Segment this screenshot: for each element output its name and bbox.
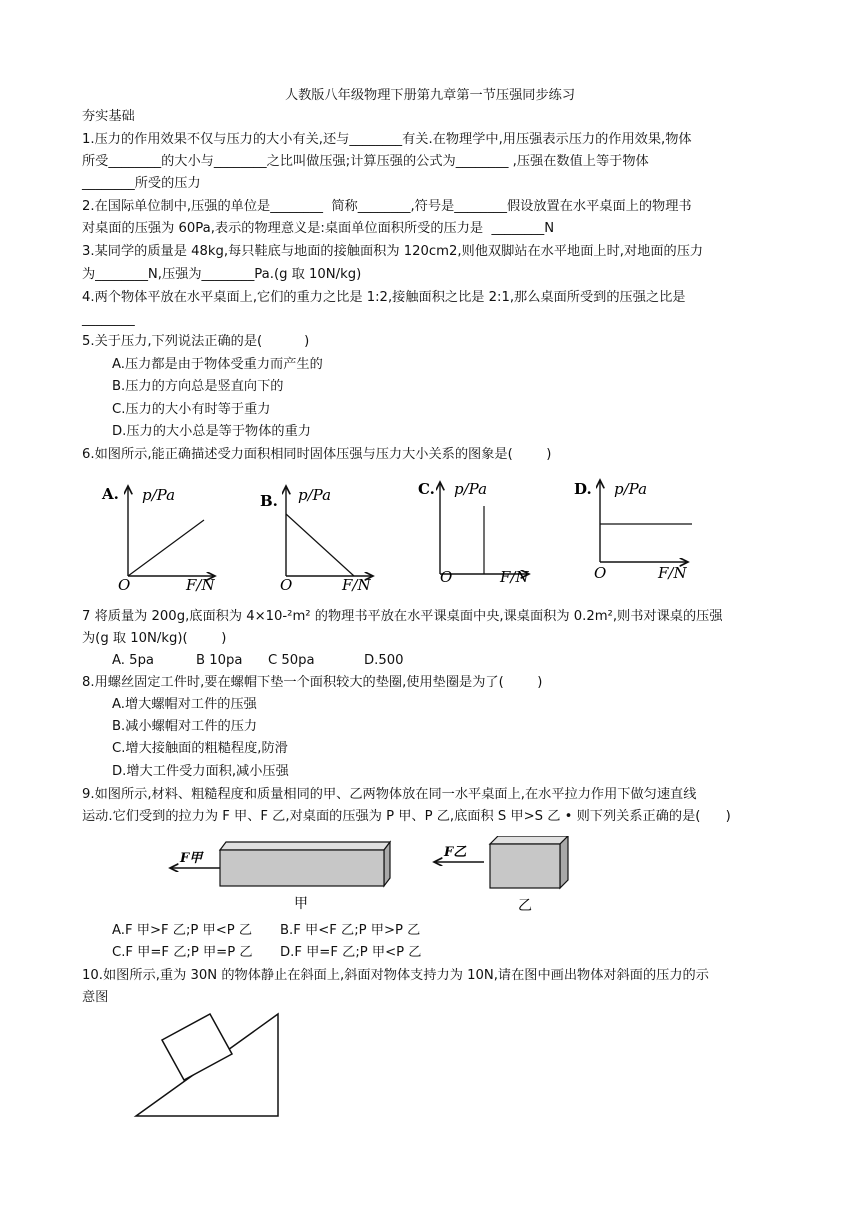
q7-line-2: 为(g 取 10N/kg)( ): [82, 631, 227, 646]
q1-line-2: 所受________的大小与________之比叫做压强;计算压强的公式为________ ,压强在数值上等于物体: [82, 154, 649, 169]
q3-line-1: 3.某同学的质量是 48kg,每只鞋底与地面的接触面积为 120cm2,则他双脚站在水平地面上时,对地面的压力: [82, 244, 704, 259]
q9-line-1: 9.如图所示,材料、粗糙程度和质量相同的甲、乙两物体放在同一水平桌面上,在水平拉力作用下做匀速直线: [82, 787, 697, 802]
q6-graph-d-xlabel: F/N: [658, 564, 687, 582]
force-yi-label: F乙: [444, 845, 467, 860]
q6-graph-b: [258, 476, 378, 592]
q2-line-2: 对桌面的压强为 60Pa,表示的物理意义是:桌面单位面积所受的压力是 ________N: [82, 221, 555, 236]
section-heading: 夯实基础: [82, 109, 135, 124]
q6-graph-a: [100, 476, 220, 592]
q6-graph-d-ylabel: p/Pa: [614, 480, 648, 498]
q8-option-b: B.减小螺帽对工件的压力: [112, 719, 258, 734]
q6-graph-c: [414, 472, 534, 588]
q9-option-a: A.F 甲>F 乙;P 甲<P 乙: [112, 923, 253, 938]
q6-stem: 6.如图所示,能正确描述受力面积相同时固体压强与压力大小关系的图象是( ): [82, 447, 552, 462]
q5-option-d: D.压力的大小总是等于物体的重力: [112, 424, 311, 439]
page-title: 人教版八年级物理下册第九章第一节压强同步练习: [284, 88, 576, 103]
q6-graph-c-origin: O: [440, 568, 453, 586]
force-jia-label: F甲: [180, 851, 203, 866]
q8-option-c: C.增大接触面的粗糙程度,防滑: [112, 741, 288, 756]
q6-graph-b-ylabel: p/Pa: [298, 486, 332, 504]
q7-option-d: D.500: [364, 653, 404, 668]
q6-graph-b-curve: [286, 514, 354, 576]
q9-option-d: D.F 甲=F 乙;P 甲<P 乙: [280, 945, 422, 960]
q6-graph-b-origin: O: [280, 576, 293, 592]
q10-incline-figure: [130, 1010, 290, 1120]
q5-option-a: A.压力都是由于物体受重力而产生的: [112, 357, 323, 372]
block-yi: [490, 836, 568, 888]
block-jia-label: 甲: [294, 896, 308, 912]
q8-option-a: A.增大螺帽对工件的压强: [112, 697, 257, 712]
q9-option-c: C.F 甲=F 乙;P 甲=P 乙: [112, 945, 253, 960]
block-jia: [220, 842, 390, 886]
q6-graph-a-xlabel: F/N: [186, 576, 215, 592]
q6-graph-b-xlabel: F/N: [342, 576, 371, 592]
q6-graph-a-origin: O: [118, 576, 131, 592]
q4-line-2: ________: [82, 312, 135, 327]
q6-graph-a-curve: [128, 520, 204, 576]
q1-line-3: ________所受的压力: [82, 176, 201, 191]
q5-option-b: B.压力的方向总是竖直向下的: [112, 379, 284, 394]
q9-figure: [160, 836, 600, 916]
q7-option-a: A. 5pa: [112, 653, 155, 668]
q7-option-b: B 10pa: [196, 653, 243, 668]
block-on-incline: [162, 1014, 232, 1080]
q6-graph-a-label: A.: [102, 485, 119, 503]
q5-option-c: C.压力的大小有时等于重力: [112, 402, 271, 417]
q10-line-1: 10.如图所示,重为 30N 的物体静止在斜面上,斜面对物体支持力为 10N,请在图中画出物体对斜面的压力的示: [82, 968, 709, 983]
q9-option-b: B.F 甲<F 乙;P 甲>P 乙: [280, 923, 421, 938]
q2-line-1: 2.在国际单位制中,压强的单位是________ 简称________,符号是________假设放置在水平桌面上的物理书: [82, 199, 692, 214]
q6-graph-b-label: B.: [260, 492, 278, 510]
q6-graph-d-origin: O: [594, 564, 607, 582]
q5-stem: 5.关于压力,下列说法正确的是( ): [82, 334, 310, 349]
q8-option-d: D.增大工件受力面积,减小压强: [112, 764, 289, 779]
q9-line-2: 运动.它们受到的拉力为 F 甲、F 乙,对桌面的压强为 P 甲、P 乙,底面积 S 甲>S 乙 • 则下列关系正确的是( ): [82, 809, 731, 824]
q6-graph-c-label: C.: [418, 480, 435, 498]
q6-graph-d-label: D.: [574, 480, 592, 498]
q7-line-1: 7 将质量为 200g,底面积为 4×10-²m² 的物理书平放在水平课桌面中央,课桌面积为 0.2m²,则书对课桌的压强: [82, 609, 723, 624]
q8-stem: 8.用螺丝固定工件时,要在螺帽下垫一个面积较大的垫圈,使用垫圈是为了( ): [82, 675, 543, 690]
q1-line-1: 1.压力的作用效果不仅与压力的大小有关,还与________有关.在物理学中,用压强表示压力的作用效果,物体: [82, 132, 692, 147]
q7-option-c: C 50pa: [268, 653, 315, 668]
q3-line-2: 为________N,压强为________Pa.(g 取 10N/kg): [82, 267, 362, 282]
q6-graph-a-ylabel: p/Pa: [142, 486, 176, 504]
block-yi-label: 乙: [518, 898, 532, 914]
q4-line-1: 4.两个物体平放在水平桌面上,它们的重力之比是 1:2,接触面积之比是 2:1,那么桌面所受到的压强之比是: [82, 290, 686, 305]
q6-graph-c-ylabel: p/Pa: [454, 480, 488, 498]
q6-graph-d: [570, 472, 695, 588]
q6-graph-c-xlabel: F/N: [500, 568, 529, 586]
q10-line-2: 意图: [82, 990, 109, 1005]
